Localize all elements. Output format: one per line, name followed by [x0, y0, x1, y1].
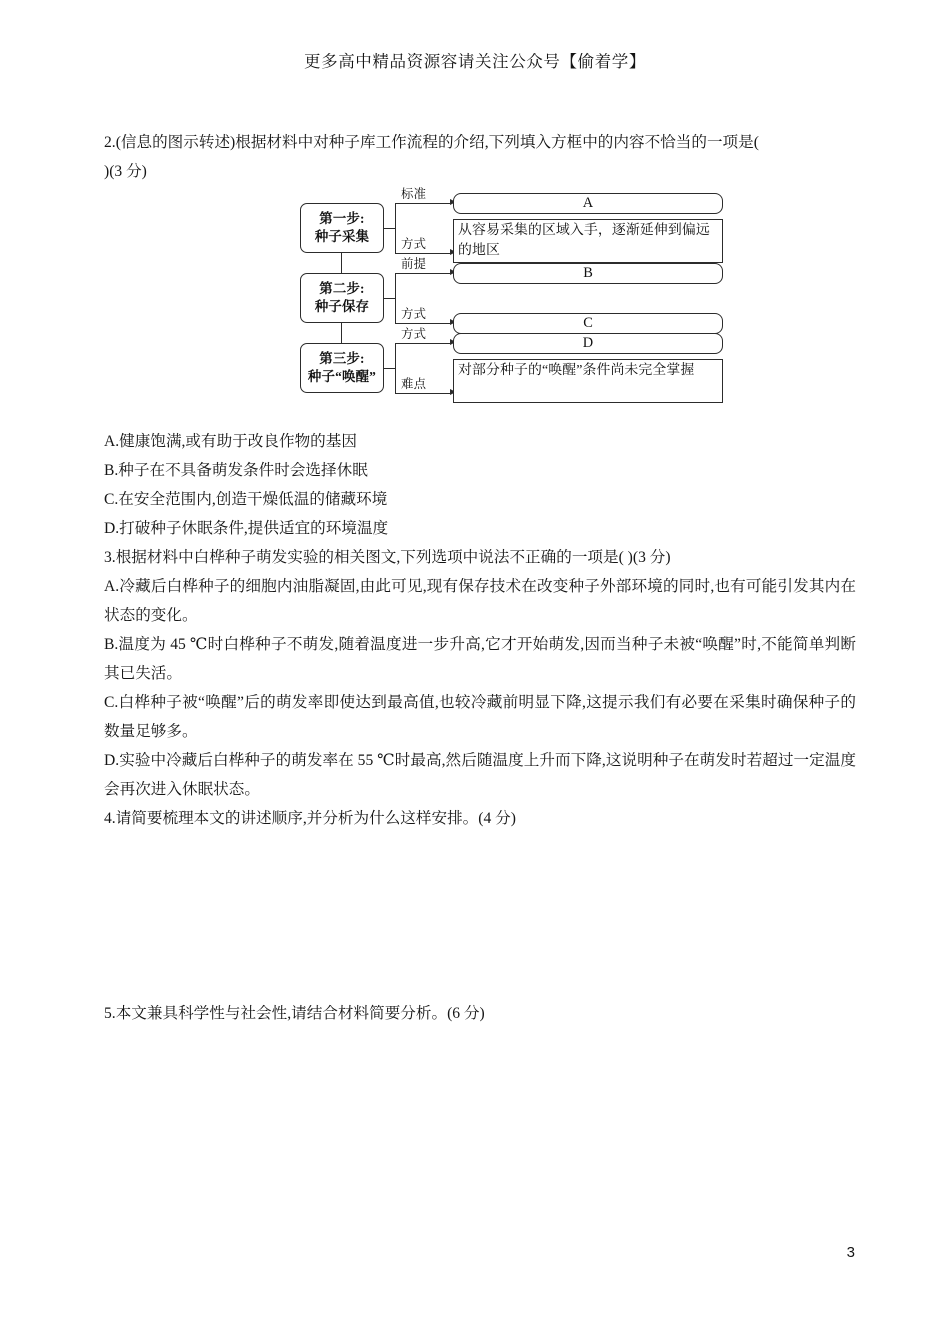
flow-content-box-D: D — [453, 333, 723, 354]
flow-content-box-B: B — [453, 263, 723, 284]
flowchart-canvas — [300, 187, 856, 417]
flow-step-2-line-2: 种子保存 — [314, 299, 370, 314]
flow-bus-step1 — [395, 203, 396, 253]
flow-step-3-line-2: 种子“唤醒” — [307, 369, 377, 384]
question-3-option-c: C.白桦种子被“唤醒”后的萌发率即使达到最高值,也较冷藏前明显下降,这提示我们有必要在采集时确保种子的数量足够多。 — [104, 694, 856, 740]
flow-arm-branch-6 — [395, 393, 452, 394]
flow-content-box-awakening-difficulty: 对部分种子的“唤醒”条件尚未完全掌握 — [453, 359, 723, 403]
flow-content-box-collection-method: 从容易采集的区域入手，逐渐延伸到偏远的地区 — [453, 219, 723, 263]
flow-content-box-A: A — [453, 193, 723, 214]
flow-step-3-line-1: 第三步: — [319, 351, 365, 366]
flow-step-3-box — [300, 343, 384, 393]
flow-content-box-C: C — [453, 313, 723, 334]
flow-arm-branch-4 — [395, 323, 452, 324]
flow-edge-label-3: 前提 — [401, 257, 427, 271]
question-2-stem-line-1: 2.(信息的图示转述)根据材料中对种子库工作流程的介绍,下列填入方框中的内容不恰当的一项是( — [104, 134, 759, 151]
flow-connector-step2-step3 — [341, 323, 342, 343]
question-2-option-c: C.在安全范围内,创造干燥低温的储藏环境 — [104, 491, 388, 508]
flow-edge-label-5: 方式 — [401, 327, 427, 341]
flow-step-1-box — [300, 203, 384, 253]
flow-connector-step1-step2 — [341, 253, 342, 273]
seed-bank-workflow-flowchart — [104, 187, 856, 417]
flow-bus-step3 — [395, 343, 396, 393]
question-2-option-d: D.打破种子休眠条件,提供适宜的环境温度 — [104, 520, 389, 537]
question-3-option-b: B.温度为 45 ℃时白桦种子不萌发,随着温度进一步升高,它才开始萌发,因而当种子未被“唤醒”时,不能简单判断其已失活。 — [104, 636, 856, 682]
question-5-stem: 5.本文兼具科学性与社会性,请结合材料简要分析。(6 分) — [104, 1005, 485, 1022]
flow-bus-step2 — [395, 273, 396, 323]
page-header-banner: 更多高中精品资源容请关注公众号【偷着学】 — [304, 52, 646, 71]
question-3-option-a: A.冷藏后白桦种子的细胞内油脂凝固,由此可见,现有保存技术在改变种子外部环境的同时,也有可能引发其内在状态的变化。 — [104, 578, 856, 624]
flow-arm-branch-1 — [395, 203, 452, 204]
page-number: 3 — [846, 1244, 855, 1261]
question-4-stem: 4.请简要梳理本文的讲述顺序,并分析为什么这样安排。(4 分) — [104, 810, 516, 827]
flow-edge-label-6: 难点 — [401, 377, 427, 391]
flow-arm-branch-2 — [395, 253, 452, 254]
flow-step-2-line-1: 第二步: — [319, 281, 365, 296]
question-2-stem-line-2: )(3 分) — [104, 163, 147, 180]
question-4-answer-space — [104, 833, 856, 999]
question-3-stem: 3.根据材料中白桦种子萌发实验的相关图文,下列选项中说法不正确的一项是( )(3 分) — [104, 549, 671, 566]
flow-arm-branch-5 — [395, 343, 452, 344]
question-2-option-a: A.健康饱满,或有助于改良作物的基因 — [104, 433, 357, 450]
question-2-option-b: B.种子在不具备萌发条件时会选择休眠 — [104, 462, 368, 479]
question-3-option-d: D.实验中冷藏后白桦种子的萌发率在 55 ℃时最高,然后随温度上升而下降,这说明种子在萌发时若超过一定温度会再次进入休眠状态。 — [104, 752, 856, 798]
flow-edge-label-4: 方式 — [401, 307, 427, 321]
flow-edge-label-2: 方式 — [401, 237, 427, 251]
document-content — [104, 128, 856, 1028]
flow-edge-label-1: 标准 — [401, 187, 427, 201]
flow-step-1-line-1: 第一步: — [319, 211, 365, 226]
flow-step-1-line-2: 种子采集 — [314, 229, 370, 244]
flow-arm-branch-3 — [395, 273, 452, 274]
flow-step-2-box — [300, 273, 384, 323]
